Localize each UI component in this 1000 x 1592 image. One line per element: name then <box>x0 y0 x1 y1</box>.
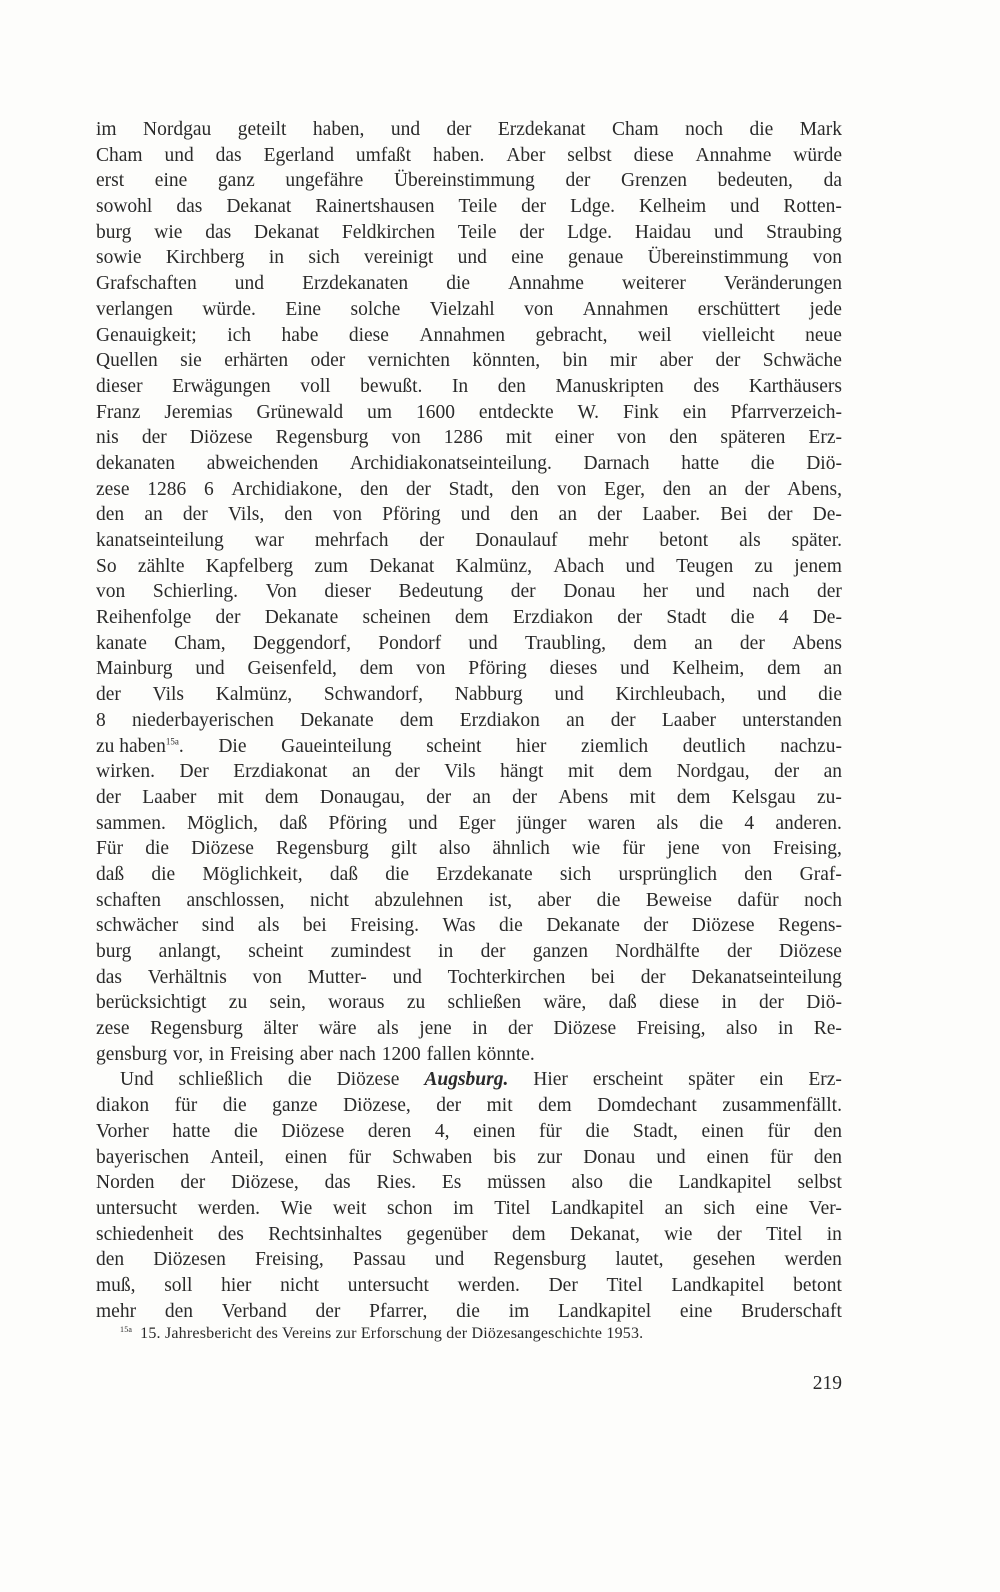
text-line: schiedenheit des Rechtsinhaltes gegenüber dem Dekanat, wie der Titel in <box>96 1223 842 1245</box>
text-line: So zählte Kapfelberg zum Dekanat Kalmünz, Abach und Teugen zu jenem <box>96 555 842 577</box>
footnote-text: 15. Jahresbericht des Vereins zur Erforschung der Diözesangeschichte 1953. <box>140 1325 644 1342</box>
text-line: sowohl das Dekanat Rainertshausen Teile der Ldge. Kelheim und Rotten- <box>96 196 842 218</box>
footnote-reference: 15a <box>165 736 179 746</box>
text-line: berücksichtigt zu sein, woraus zu schließen wäre, daß diese in der Diö- <box>96 992 842 1014</box>
text-line: zese 1286 6 Archidiakone, den der Stadt, den von Eger, den an der Abens, <box>96 478 842 500</box>
text-line: 8 niederbayerischen Dekanate dem Erzdiakon an der Laaber unterstanden <box>96 709 842 731</box>
text-line: sowie Kirchberg in sich vereinigt und eine genaue Übereinstimmung von <box>96 247 842 269</box>
text-line: diakon für die ganze Diözese, der mit dem Domdechant zusammenfällt. <box>96 1095 842 1117</box>
text-line: das Verhältnis von Mutter- und Tochterkirchen bei der Dekanatseinteilung <box>96 966 842 988</box>
emphasis-augsburg: Augsburg. <box>424 1069 509 1091</box>
text-line: bayerischen Anteil, einen für Schwaben bis zur Donau und einen für den <box>96 1146 842 1168</box>
text-line: Reihenfolge der Dekanate scheinen dem Erzdiakon der Stadt die 4 De- <box>96 607 842 629</box>
text-line: kanate Cham, Deggendorf, Pondorf und Traubling, dem an der Abens <box>96 632 842 654</box>
text-line: Franz Jeremias Grünewald um 1600 entdeckte W. Fink ein Pfarrverzeich- <box>96 401 842 423</box>
text-line: Cham und das Egerland umfaßt haben. Aber selbst diese Annahme würde <box>96 144 842 166</box>
text-line: kanatseinteilung war mehrfach der Donaulauf mehr betont als später. <box>96 530 842 551</box>
text-line: Genauigkeit; ich habe diese Annahmen gebracht, weil vielleicht neue <box>96 324 842 346</box>
text-line: dieser Erwägungen voll bewußt. In den Manuskripten des Karthäusers <box>96 375 842 397</box>
text-line: zese Regensburg älter wäre als jene in der Diözese Freising, also in Re- <box>96 1018 842 1040</box>
text-line: wirken. Der Erzdiakonat an der Vils hängt mit dem Nordgau, der an <box>96 761 842 783</box>
text-line: den Diözesen Freising, Passau und Regensburg lautet, gesehen werden <box>96 1249 842 1271</box>
text-line: burg wie das Dekanat Feldkirchen Teile der Ldge. Haidau und Straubing <box>96 221 842 243</box>
text-line: gensburg vor, in Freising aber nach 1200 fallen könnte. <box>96 1043 535 1065</box>
text-line: verlangen würde. Eine solche Vielzahl von Annahmen erschüttert jede <box>96 298 842 320</box>
text-line: Mainburg und Geisenfeld, dem von Pföring dieses und Kelheim, dem an <box>96 658 842 680</box>
text-line: Norden der Diözese, das Ries. Es müssen also die Landkapitel selbst <box>96 1172 842 1194</box>
text-line: der Laaber mit dem Donaugau, der an der Abens mit dem Kelsgau zu- <box>96 786 842 808</box>
text-line: schaften anschlossen, nicht abzulehnen ist, aber die Beweise dafür noch <box>96 889 842 911</box>
text-line: von Schierling. Von dieser Bedeutung der Donau her und nach der <box>96 581 842 603</box>
text-line: den an der Vils, den von Pföring und den an der Laaber. Bei der De- <box>96 504 842 526</box>
text-line: mehr den Verband der Pfarrer, die im Landkapitel eine Bruderschaft <box>96 1300 842 1322</box>
page-number: 219 <box>812 1373 842 1394</box>
text-line: Vorher hatte die Diözese deren 4, einen für die Stadt, einen für den <box>96 1120 842 1142</box>
text-line: Und schließlich die Diözese Augsburg. Hier erscheint später ein Erz- <box>120 1069 842 1091</box>
text-line: zu haben$^{15a}$. Die Gaueinteilung scheint hier ziemlich deutlich nachzu- <box>96 735 842 757</box>
footnote-marker: 15a <box>120 1324 133 1334</box>
text-line: Für die Diözese Regensburg gilt also ähnlich wie für jene von Freising, <box>96 838 842 860</box>
text-line: im Nordgau geteilt haben, und der Erzdekanat Cham noch die Mark <box>96 119 842 140</box>
text-line: Grafschaften und Erzdekanaten die Annahme weiterer Veränderungen <box>96 273 842 295</box>
text-line: dekanaten abweichenden Archidiakonatseinteilung. Darnach hatte die Diö- <box>96 452 842 474</box>
text-line: Quellen sie erhärten oder vernichten könnten, bin mir aber der Schwäche <box>96 350 842 372</box>
text-line: burg anlangt, scheint zumindest in der ganzen Nordhälfte der Diözese <box>96 941 842 962</box>
text-line: nis der Diözese Regensburg von 1286 mit einer von den späteren Erz- <box>96 427 842 449</box>
text-line: erst eine ganz ungefähre Übereinstimmung der Grenzen bedeuten, da <box>96 170 842 192</box>
text-line: schwächer sind als bei Freising. Was die Dekanate der Diözese Regens- <box>96 915 842 937</box>
text-line: daß die Möglichkeit, daß die Erzdekanate sich ursprünglich den Graf- <box>96 863 842 885</box>
text-line: untersucht werden. Wie weit schon im Titel Landkapitel an sich eine Ver- <box>96 1197 842 1219</box>
text-line: sammen. Möglich, daß Pföring und Eger jünger waren als die 4 anderen. <box>96 812 842 834</box>
footnote <box>120 1324 842 1344</box>
body-text <box>96 117 842 1324</box>
text-line: der Vils Kalmünz, Schwandorf, Nabburg und Kirchleubach, und die <box>96 684 842 706</box>
text-line: muß, soll hier nicht untersucht werden. Der Titel Landkapitel betont <box>96 1274 842 1296</box>
